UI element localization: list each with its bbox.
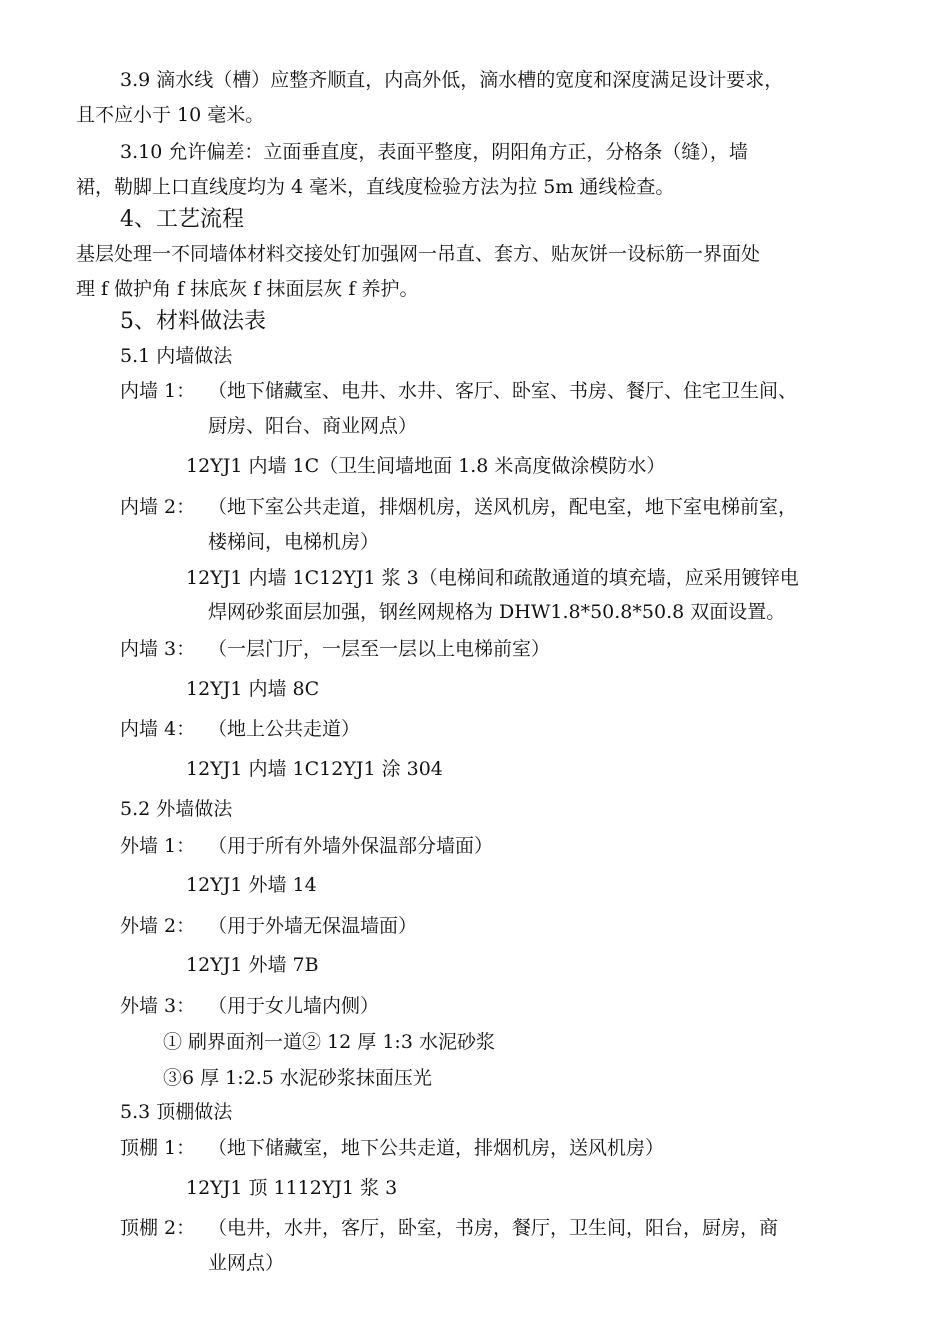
inner-wall-4-desc: （地上公共走道） bbox=[208, 718, 361, 740]
ceiling-1-label: 顶棚 1： bbox=[120, 1137, 196, 1159]
inner-wall-1-label: 内墙 1： bbox=[120, 380, 196, 402]
inner-wall-1-spec: 12YJ1 内墙 1C（卫生间墙地面 1.8 米高度做涂模防水） bbox=[186, 455, 666, 477]
inner-wall-1-desc-1: （地下储藏室、电井、水井、客厅、卧室、书房、餐厅、住宅卫生间、 bbox=[208, 380, 798, 402]
inner-wall-2-label: 内墙 2： bbox=[120, 496, 196, 518]
inner-wall-3-desc: （一层门厅，一层至一层以上电梯前室） bbox=[208, 638, 551, 660]
para-3-9-line-2: 且不应小于 10 毫米。 bbox=[76, 104, 265, 126]
para-3-10-line-1: 3.10 允许偏差：立面垂直度，表面平整度，阴阳角方正，分格条（缝），墙 bbox=[120, 141, 748, 163]
process-flow-line-1: 基层处理一不同墙体材料交接处钉加强网一吊直、套方、贴灰饼一设标筋一界面处 bbox=[76, 243, 761, 265]
outer-wall-3-label: 外墙 3： bbox=[120, 995, 196, 1017]
inner-wall-2-spec-2: 焊网砂浆面层加强，钢丝网规格为 DHW1.8*50.8*50.8 双面设置。 bbox=[208, 601, 786, 623]
ceiling-2-desc-1: （电井，水井，客厅，卧室，书房，餐厅，卫生间，阳台，厨房，商 bbox=[208, 1217, 779, 1239]
section-5-1: 5.1 内墙做法 bbox=[120, 345, 233, 367]
section-5-2: 5.2 外墙做法 bbox=[120, 798, 233, 820]
outer-wall-3-step-2: ③6 厚 1:2.5 水泥砂浆抹面压光 bbox=[163, 1067, 432, 1089]
outer-wall-3-desc: （用于女儿墙内侧） bbox=[208, 995, 380, 1017]
ceiling-2-label: 顶棚 2： bbox=[120, 1217, 196, 1239]
heading-5-materials: 5、材料做法表 bbox=[120, 309, 266, 334]
para-3-10-line-2: 裙，勒脚上口直线度均为 4 毫米，直线度检验方法为拉 5m 通线检查。 bbox=[76, 176, 675, 198]
inner-wall-3-spec: 12YJ1 内墙 8C bbox=[186, 678, 320, 700]
heading-4-process: 4、工艺流程 bbox=[120, 207, 244, 232]
process-flow-line-2: 理 f 做护角 f 抹底灰 f 抹面层灰 f 养护。 bbox=[76, 278, 419, 300]
section-5-3: 5.3 顶棚做法 bbox=[120, 1101, 233, 1123]
ceiling-2-desc-2: 业网点） bbox=[208, 1252, 285, 1274]
ceiling-1-spec: 12YJ1 顶 1112YJ1 浆 3 bbox=[186, 1177, 398, 1199]
inner-wall-2-desc-2: 楼梯间，电梯机房） bbox=[208, 531, 380, 553]
inner-wall-4-label: 内墙 4： bbox=[120, 718, 196, 740]
inner-wall-2-desc-1: （地下室公共走道，排烟机房，送风机房，配电室，地下室电梯前室， bbox=[208, 496, 798, 518]
outer-wall-3-step-1: ① 刷界面剂一道② 12 厚 1:3 水泥砂浆 bbox=[163, 1031, 495, 1053]
inner-wall-4-spec: 12YJ1 内墙 1C12YJ1 涂 304 bbox=[186, 758, 443, 780]
inner-wall-2-spec-1: 12YJ1 内墙 1C12YJ1 浆 3（电梯间和疏散通道的填充墙，应采用镀锌电 bbox=[186, 567, 799, 589]
outer-wall-1-spec: 12YJ1 外墙 14 bbox=[186, 874, 317, 896]
outer-wall-2-spec: 12YJ1 外墙 7B bbox=[186, 954, 319, 976]
outer-wall-1-desc: （用于所有外墙外保温部分墙面） bbox=[208, 835, 494, 857]
para-3-9-line-1: 3.9 滴水线（槽）应整齐顺直，内高外低，滴水槽的宽度和深度满足设计要求， bbox=[120, 69, 784, 91]
outer-wall-2-label: 外墙 2： bbox=[120, 915, 196, 937]
outer-wall-2-desc: （用于外墙无保温墙面） bbox=[208, 915, 418, 937]
ceiling-1-desc: （地下储藏室，地下公共走道，排烟机房，送风机房） bbox=[208, 1137, 665, 1159]
inner-wall-3-label: 内墙 3： bbox=[120, 638, 196, 660]
outer-wall-1-label: 外墙 1： bbox=[120, 835, 196, 857]
inner-wall-1-desc-2: 厨房、阳台、商业网点） bbox=[208, 415, 418, 437]
